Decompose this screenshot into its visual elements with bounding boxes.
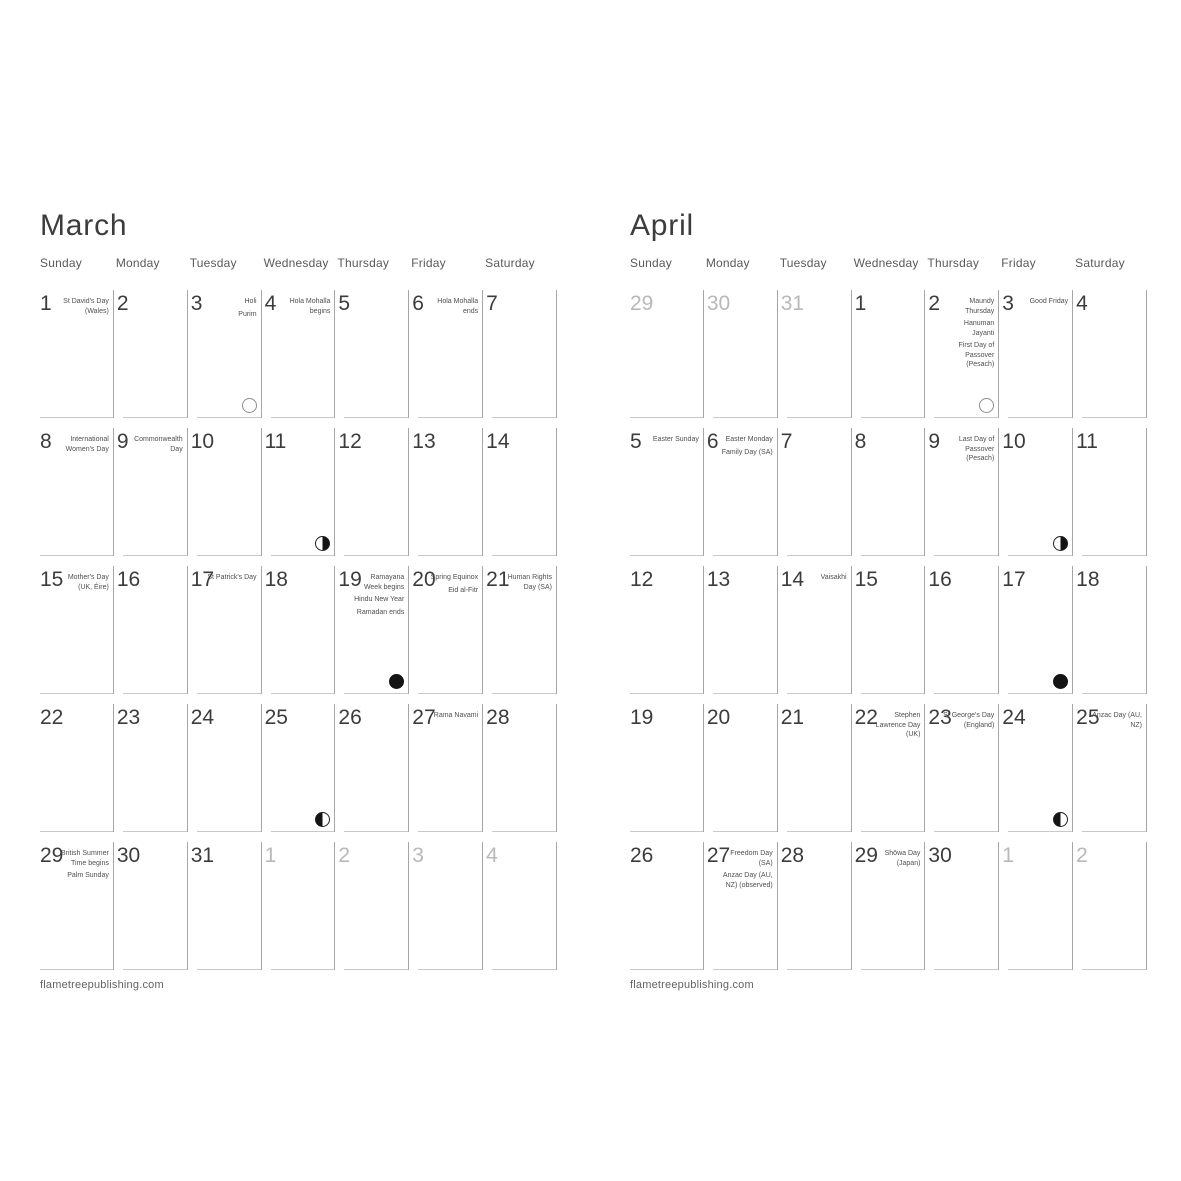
weekday-label: Monday: [705, 256, 750, 270]
weekday-label: Saturday: [485, 256, 535, 270]
day-number: 1: [264, 844, 277, 867]
day-number: 2: [116, 292, 129, 315]
calendar-page-april: [630, 210, 1147, 991]
day-number: 16: [116, 568, 141, 591]
day-cell: [409, 290, 483, 418]
holiday-list: [941, 711, 994, 733]
day-cell: [409, 566, 483, 694]
day-cell: [114, 290, 188, 418]
holiday-label: St George's Day (England): [943, 712, 995, 729]
day-cell: [188, 842, 262, 970]
day-cell: [40, 428, 114, 556]
day-number: 19: [338, 568, 362, 591]
day-cell: [483, 428, 557, 556]
holiday-label: Purim: [238, 310, 257, 318]
holiday-list: [720, 435, 773, 460]
day-number: 15: [40, 568, 64, 591]
holiday-label: St Patrick's Day: [207, 574, 257, 581]
holiday-label: Spring Equinox: [430, 574, 479, 581]
holiday-list: [130, 435, 183, 457]
holiday-label: British Summer Time begins: [61, 850, 109, 867]
day-number: 3: [1002, 292, 1014, 315]
day-number: 31: [190, 844, 215, 867]
holiday-label: Ramayana Week begins: [363, 574, 405, 591]
holiday-list: [499, 573, 552, 595]
day-number: 25: [264, 706, 288, 729]
day-cell: [114, 842, 188, 970]
weekday-row: [40, 256, 557, 272]
holiday-label: Anzac Day (AU, NZ) (observed): [722, 872, 773, 889]
day-number: 12: [630, 568, 654, 591]
month-grid: [630, 290, 1147, 970]
holiday-list: [56, 573, 109, 595]
day-number: 13: [412, 430, 436, 453]
holiday-list: [204, 573, 257, 586]
day-cell: [40, 842, 114, 970]
day-cell: [40, 290, 114, 418]
holiday-label: Human Rights Day (SA): [507, 574, 552, 591]
holiday-label: Palm Sunday: [67, 872, 109, 879]
day-cell: [114, 704, 188, 832]
first-quarter-icon: [315, 812, 330, 827]
day-cell: [704, 704, 778, 832]
first-quarter-icon: [1053, 812, 1068, 827]
day-cell: [630, 842, 704, 970]
day-number: 21: [486, 568, 510, 591]
day-cell: [114, 428, 188, 556]
day-number: 14: [486, 430, 510, 453]
holiday-label: Eid al-Fitr: [448, 586, 479, 594]
day-cell: [483, 842, 557, 970]
day-number: 27: [706, 844, 731, 867]
holiday-label: Hanuman Jayanti: [963, 320, 995, 337]
holiday-label: Mother's Day (UK, Éire): [67, 574, 109, 591]
day-number: 8: [40, 430, 52, 453]
day-number: 6: [412, 292, 424, 315]
weekday-label: Sunday: [630, 256, 672, 270]
day-cell: [335, 704, 409, 832]
day-cell: [925, 290, 999, 418]
day-number: 9: [116, 430, 129, 453]
day-cell: [630, 290, 704, 418]
day-cell: [778, 842, 852, 970]
holiday-label: Hola Mohalla begins: [289, 298, 331, 315]
day-number: 23: [116, 706, 141, 729]
weekday-label: Friday: [1001, 256, 1036, 270]
day-number: 29: [40, 844, 64, 867]
last-quarter-icon: [315, 536, 330, 551]
day-number: 2: [928, 292, 941, 315]
holiday-label: Good Friday: [1029, 298, 1069, 305]
new-moon-icon: [1053, 674, 1068, 689]
day-cell: [630, 566, 704, 694]
day-number: 5: [630, 430, 642, 453]
day-number: 24: [190, 706, 215, 729]
day-number: 1: [854, 292, 867, 315]
day-cell: [335, 290, 409, 418]
day-number: 15: [854, 568, 878, 591]
weekday-label: Sunday: [40, 256, 82, 270]
day-cell: [188, 566, 262, 694]
day-number: 18: [1076, 568, 1100, 591]
day-cell: [188, 704, 262, 832]
weekday-label: Saturday: [1075, 256, 1125, 270]
day-number: 31: [780, 292, 805, 315]
day-number: 16: [928, 568, 952, 591]
day-number: 11: [1076, 430, 1098, 453]
day-number: 29: [854, 844, 878, 867]
day-cell: [704, 842, 778, 970]
weekday-label: Wednesday: [853, 256, 919, 270]
holiday-label: Hindu New Year: [354, 596, 405, 603]
month-grid: [40, 290, 557, 970]
holiday-list: [941, 435, 994, 467]
day-cell: [335, 566, 409, 694]
day-cell: [262, 704, 336, 832]
day-number: 7: [486, 292, 498, 315]
day-cell: [999, 428, 1073, 556]
weekday-label: Tuesday: [779, 256, 827, 270]
month-title: April: [630, 209, 695, 242]
day-cell: [483, 566, 557, 694]
day-number: 14: [780, 568, 805, 591]
day-cell: [704, 428, 778, 556]
holiday-list: [425, 297, 478, 319]
holiday-label: Hola Mohalla ends: [437, 298, 479, 315]
holiday-label: Commonwealth Day: [134, 436, 183, 453]
footer-url: flametreepublishing.com: [630, 979, 754, 991]
weekday-label: Thursday: [927, 256, 980, 270]
new-moon-icon: [389, 674, 404, 689]
holiday-list: [56, 849, 109, 884]
holiday-label: Ramadan ends: [356, 608, 405, 616]
day-cell: [630, 428, 704, 556]
holiday-label: Anzac Day (AU, NZ): [1092, 712, 1142, 729]
day-number: 26: [338, 706, 362, 729]
holiday-list: [425, 711, 478, 724]
day-number: 18: [264, 568, 288, 591]
day-cell: [188, 290, 262, 418]
holiday-label: International Women's Day: [65, 436, 109, 453]
day-number: 21: [780, 706, 805, 729]
day-number: 24: [1002, 706, 1026, 729]
day-cell: [999, 566, 1073, 694]
day-cell: [778, 290, 852, 418]
holiday-label: Family Day (SA): [721, 448, 773, 456]
day-cell: [999, 704, 1073, 832]
holiday-label: Last Day of Passover (Pesach): [958, 436, 995, 462]
day-cell: [925, 428, 999, 556]
day-cell: [778, 428, 852, 556]
day-cell: [704, 290, 778, 418]
holiday-list: [278, 297, 331, 319]
day-number: 11: [264, 430, 287, 453]
day-number: 28: [486, 706, 510, 729]
day-number: 2: [1076, 844, 1088, 867]
holiday-label: Easter Monday: [725, 436, 773, 443]
day-number: 1: [1002, 844, 1014, 867]
day-number: 8: [854, 430, 867, 453]
day-number: 25: [1076, 706, 1100, 729]
weekday-label: Tuesday: [189, 256, 237, 270]
day-number: 22: [854, 706, 878, 729]
day-number: 4: [1076, 292, 1088, 315]
day-number: 4: [264, 292, 277, 315]
day-cell: [262, 428, 336, 556]
day-cell: [1073, 704, 1147, 832]
holiday-label: Holi: [244, 298, 257, 305]
day-number: 28: [780, 844, 805, 867]
holiday-list: [646, 435, 699, 448]
day-cell: [1073, 428, 1147, 556]
day-cell: [925, 566, 999, 694]
day-cell: [852, 842, 926, 970]
holiday-list: [56, 297, 109, 319]
day-cell: [778, 566, 852, 694]
day-cell: [999, 842, 1073, 970]
holiday-list: [204, 297, 257, 322]
day-cell: [40, 566, 114, 694]
month-title: March: [40, 209, 128, 242]
holiday-list: [425, 573, 478, 598]
day-number: 1: [40, 292, 52, 315]
full-moon-icon: [979, 398, 994, 413]
day-cell: [852, 428, 926, 556]
day-number: 12: [338, 430, 362, 453]
day-number: 10: [190, 430, 215, 453]
day-cell: [852, 704, 926, 832]
day-number: 4: [486, 844, 498, 867]
day-cell: [335, 428, 409, 556]
day-cell: [925, 704, 999, 832]
holiday-list: [351, 573, 404, 620]
day-number: 20: [412, 568, 436, 591]
day-cell: [40, 704, 114, 832]
holiday-list: [56, 435, 109, 457]
weekday-label: Friday: [411, 256, 446, 270]
day-number: 9: [928, 430, 941, 453]
day-number: 17: [1002, 568, 1026, 591]
day-cell: [1073, 566, 1147, 694]
day-cell: [483, 704, 557, 832]
day-number: 5: [338, 292, 351, 315]
calendar-page-march: [40, 210, 557, 991]
day-cell: [409, 842, 483, 970]
holiday-label: Vaisakhi: [820, 574, 847, 581]
day-number: 10: [1002, 430, 1026, 453]
day-number: 20: [706, 706, 731, 729]
day-number: 7: [780, 430, 793, 453]
day-cell: [630, 704, 704, 832]
day-cell: [778, 704, 852, 832]
holiday-label: First Day of Passover (Pesach): [958, 342, 995, 368]
day-cell: [262, 842, 336, 970]
holiday-label: Stephen Lawrence Day (UK): [875, 712, 921, 738]
footer-url: flametreepublishing.com: [40, 979, 164, 991]
last-quarter-icon: [1053, 536, 1068, 551]
day-cell: [704, 566, 778, 694]
day-number: 29: [630, 292, 654, 315]
day-cell: [1073, 842, 1147, 970]
weekday-label: Wednesday: [263, 256, 329, 270]
holiday-list: [1089, 711, 1142, 733]
day-cell: [1073, 290, 1147, 418]
day-number: 23: [928, 706, 952, 729]
holiday-list: [720, 849, 773, 893]
day-cell: [852, 290, 926, 418]
day-cell: [409, 704, 483, 832]
full-moon-icon: [242, 398, 257, 413]
day-cell: [188, 428, 262, 556]
day-cell: [852, 566, 926, 694]
day-number: 22: [40, 706, 64, 729]
holiday-label: Shōwa Day (Japan): [884, 850, 921, 867]
day-number: 13: [706, 568, 731, 591]
holiday-label: Rama Navami: [433, 712, 479, 719]
day-number: 2: [338, 844, 351, 867]
day-number: 6: [706, 430, 719, 453]
holiday-label: Easter Sunday: [652, 436, 699, 443]
day-cell: [999, 290, 1073, 418]
day-number: 17: [190, 568, 215, 591]
holiday-label: St David's Day (Wales): [63, 298, 109, 315]
day-number: 26: [630, 844, 654, 867]
day-cell: [335, 842, 409, 970]
day-cell: [925, 842, 999, 970]
day-number: 30: [116, 844, 141, 867]
day-cell: [483, 290, 557, 418]
day-number: 19: [630, 706, 654, 729]
holiday-list: [868, 849, 921, 871]
day-number: 27: [412, 706, 436, 729]
day-number: 30: [928, 844, 952, 867]
holiday-list: [1015, 297, 1068, 310]
day-cell: [262, 290, 336, 418]
day-number: 30: [706, 292, 731, 315]
holiday-list: [868, 711, 921, 743]
day-cell: [114, 566, 188, 694]
day-number: 3: [412, 844, 424, 867]
holiday-label: Freedom Day (SA): [730, 850, 773, 867]
weekday-label: Monday: [115, 256, 160, 270]
day-cell: [262, 566, 336, 694]
holiday-list: [794, 573, 847, 586]
day-cell: [409, 428, 483, 556]
holiday-label: Maundy Thursday: [965, 298, 995, 315]
weekday-label: Thursday: [337, 256, 390, 270]
day-number: 3: [190, 292, 203, 315]
weekday-row: [630, 256, 1147, 272]
holiday-list: [941, 297, 994, 373]
